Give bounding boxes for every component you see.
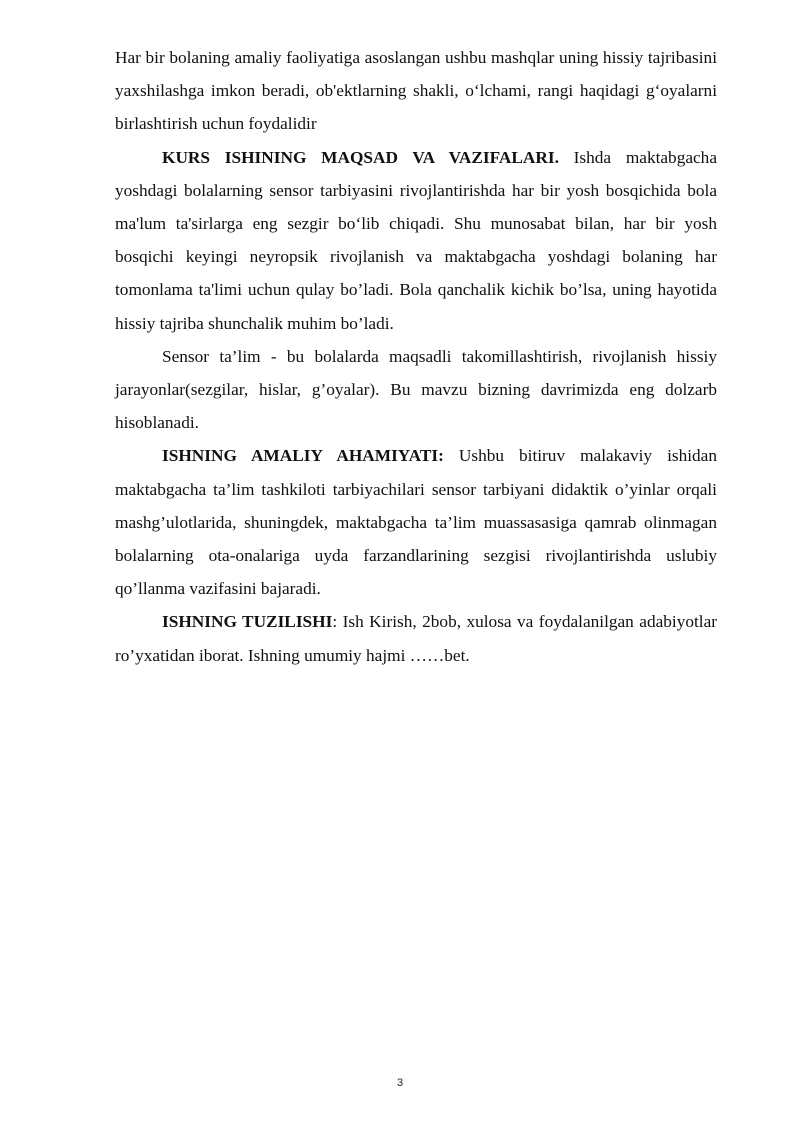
- sensor-education-paragraph: [115, 340, 717, 440]
- structure-paragraph: [115, 605, 717, 671]
- sensor-education-text: Sensor ta’lim - bu bolalarda maqsadli takomillashtirish, rivojlanish hissiy jarayonlar(sezgilar, hislar, g’oyalar). Bu mavzu bizning davrimizda eng dolzarb hisoblanadi.: [115, 346, 717, 433]
- practical-importance-paragraph: [115, 439, 717, 605]
- goals-paragraph-text: Ishda maktabgacha yoshdagi bolalarning sensor tarbiyasini rivojlantirishda har bir yosh bosqichida bola ma'lum ta'sirlarga eng sezgir bo‘lib chiqadi. Shu munosabat bilan, har bir yosh bosqichi keyingi neyropsik rivojlanish va maktabgacha yoshdagi bolaning har tomonlama ta'limi uchun qulay bo’ladi. Bola qanchalik kichik bo’lsa, uning hayotida hissiy tajriba shunchalik muhim bo’ladi.: [115, 147, 717, 333]
- goals-paragraph: [115, 141, 717, 340]
- practical-importance-heading: ISHNING AMALIY AHAMIYATI:: [162, 446, 444, 466]
- practical-importance-text: Ushbu bitiruv malakaviy ishidan maktabgacha ta’lim tashkiloti tarbiyachilari sensor tarbiyani didaktik o’yinlar orqali mashg’ulotlarida, shuningdek, maktabgacha ta’lim muassasasiga qamrab olinmagan bolalarning ota-onalariga uyda farzandlarining sezgisi rivojlantirishda uslubiy qo’llanma vazifasini bajaradi.: [115, 446, 717, 599]
- page-number: 3: [396, 1077, 404, 1089]
- structure-text: : Ish Kirish, 2bob, xulosa va foydalanilgan adabiyotlar ro’yxatidan iborat. Ishning umumiy hajmi ……bet.: [115, 612, 718, 665]
- structure-heading: ISHNING TUZILISHI: [162, 612, 333, 632]
- document-body: [115, 41, 717, 672]
- intro-paragraph: [115, 41, 717, 141]
- goals-heading: KURS ISHINING MAQSAD VA VAZIFALARI.: [162, 147, 559, 167]
- intro-paragraph-text: Har bir bolaning amaliy faoliyatiga asoslangan ushbu mashqlar uning hissiy tajribasini yaxshilashga imkon beradi, ob'ektlarning shakli, o‘lchami, rangi haqidagi g‘oyalarni birlashtirish uchun foydalidir: [115, 48, 717, 134]
